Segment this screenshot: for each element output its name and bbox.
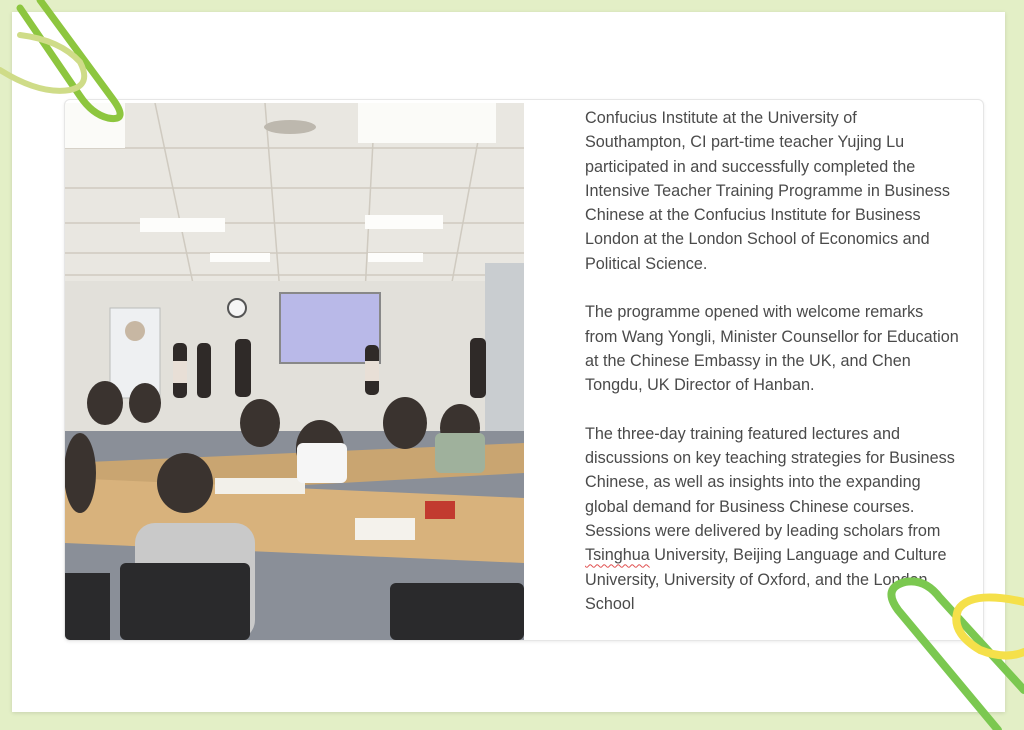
article-paragraph-3-end: University, Beijing Language and Culture University, University of Oxford, and the London School <box>585 546 947 613</box>
page-sheet <box>12 12 1005 712</box>
article-paragraph-1: Confucius Institute at the University of Southampton, CI part-time teacher Yujing Lu participated in and successfully completed the Intensive Teacher Training Programme in Business Chinese at the Confucius Institute for Business London at the London School of Economics and Political Science. <box>585 109 950 273</box>
article-paragraph-2: The programme opened with welcome remarks from Wang Yongli, Minister Counsellor for Education at the Chinese Embassy in the UK, and Chen Tongdu, UK Director of Hanban. <box>585 303 959 395</box>
classroom-photo <box>65 103 524 640</box>
article-text <box>585 100 960 640</box>
article-card <box>64 99 984 641</box>
article-paragraph-3-start: The three-day training featured lectures and discussions on key teaching strategies for Business Chinese, as well as insights into the expanding global demand for Business Chinese courses. Sessions were delivered by leading scholars from <box>585 424 955 541</box>
spellcheck-flagged-word: Tsinghua <box>585 546 650 565</box>
article-paragraph-3 <box>585 422 960 616</box>
